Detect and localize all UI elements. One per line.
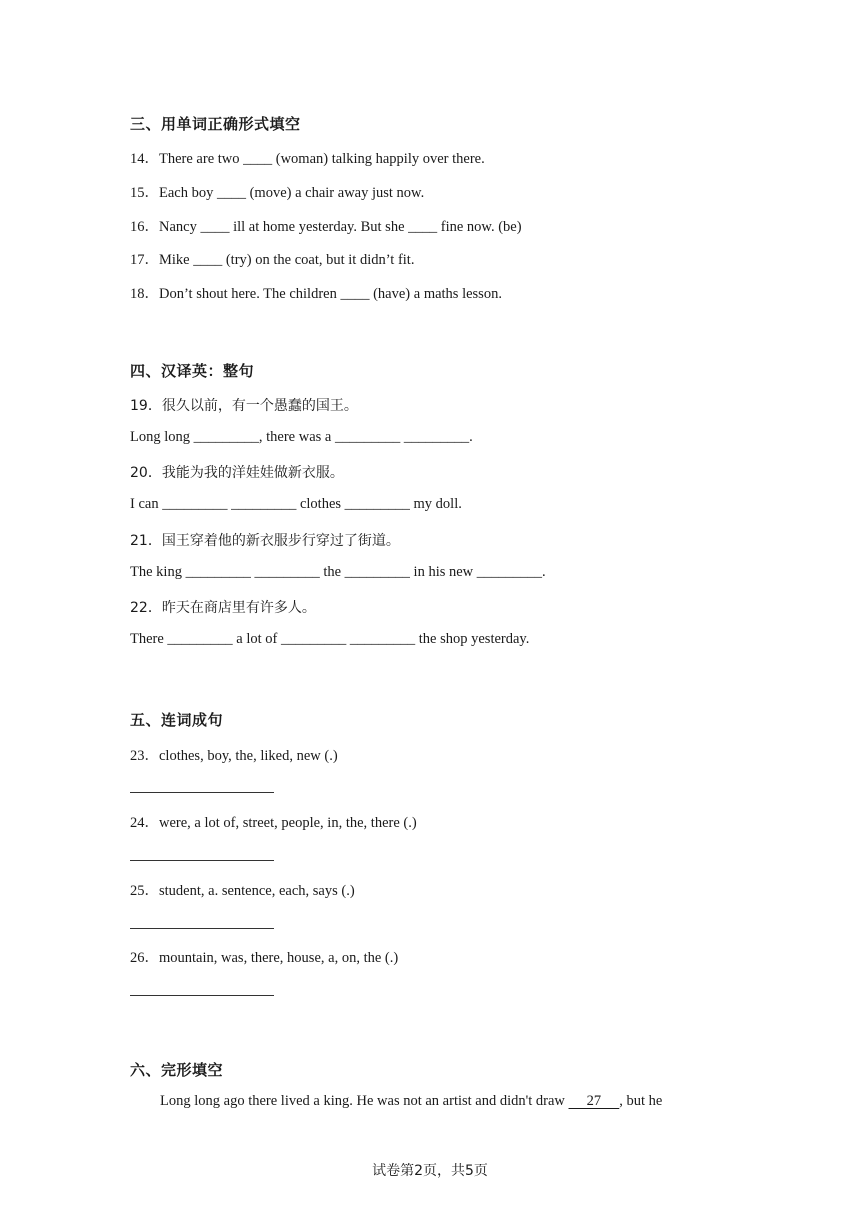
question-14: 14．There are two ____ (woman) talking happily over there. — [130, 151, 485, 167]
cloze-text-end: , but he — [619, 1093, 663, 1109]
question-17: 17．Mike ____ (try) on the coat, but it didn’t fit. — [130, 252, 415, 268]
answer-line-24 — [130, 860, 274, 861]
question-20-chinese: 20．我能为我的洋娃娃做新衣服。 — [130, 465, 344, 481]
answer-line-25 — [130, 928, 274, 929]
question-22-english: There _________ a lot of _________ _________ the shop yesterday. — [130, 631, 530, 647]
question-16: 16．Nancy ____ ill at home yesterday. But she ____ fine now. (be) — [130, 219, 522, 235]
question-26: 26．mountain, was, there, house, a, on, the (.) — [130, 950, 399, 966]
section-3-heading: 三、用单词正确形式填空 — [130, 115, 301, 133]
answer-line-26 — [130, 995, 274, 996]
question-21-english: The king _________ _________ the _________ in his new _________. — [130, 564, 546, 580]
question-25: 25．student, a. sentence, each, says (.) — [130, 883, 355, 899]
section-4-heading: 四、汉译英：整句 — [130, 362, 255, 380]
section-5-heading: 五、连词成句 — [130, 711, 224, 729]
cloze-blank-27: 27 — [568, 1093, 620, 1109]
question-21-chinese: 21．国王穿着他的新衣服步行穿过了街道。 — [130, 533, 400, 549]
question-24: 24．were, a lot of, street, people, in, the, there (.) — [130, 815, 417, 831]
question-23: 23．clothes, boy, the, liked, new (.) — [130, 748, 338, 764]
cloze-paragraph — [160, 1093, 662, 1110]
question-19-chinese: 19．很久以前，有一个愚蠢的国王。 — [130, 398, 358, 414]
question-20-english: I can _________ _________ clothes _________ my doll. — [130, 496, 462, 512]
question-15: 15．Each boy ____ (move) a chair away just now. — [130, 185, 425, 201]
question-22-chinese: 22．昨天在商店里有许多人。 — [130, 600, 316, 616]
page-footer: 试卷第2页，共5页 — [372, 1163, 488, 1179]
cloze-text-start: Long long ago there lived a king. He was not an artist and didn't draw — [160, 1093, 569, 1109]
question-18: 18．Don’t shout here. The children ____ (have) a maths lesson. — [130, 286, 502, 302]
section-6-heading: 六、完形填空 — [130, 1061, 224, 1079]
question-19-english: Long long _________, there was a _________ _________. — [130, 429, 473, 445]
answer-line-23 — [130, 792, 274, 793]
